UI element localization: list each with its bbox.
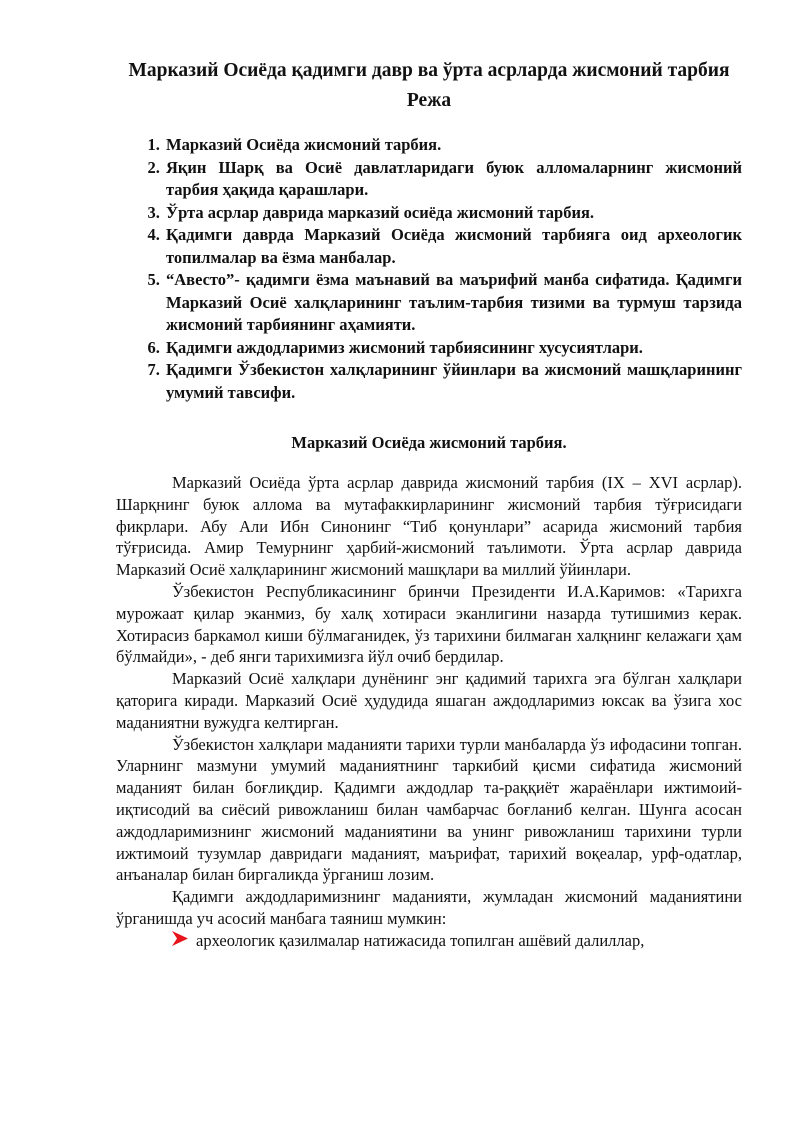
plan-heading: Режа bbox=[406, 90, 452, 111]
plan-item: 6. Қадимги аждодларимиз жисмоний тарбиясининг хусусиятлари. bbox=[164, 337, 742, 360]
plan-item: 7. Қадимги Ўзбекистон халқларининг ўйинлари ва жисмоний машқларининг умумий тавсифи. bbox=[164, 359, 742, 404]
paragraph: Марказий Осиёда ўрта асрлар даврида жисмоний тарбия (IX – XVI асрлар). Шарқнинг буюк аллома ва мутафаккирларининг жисмоний тарбия тўғрисидаги фикрлари. Абу Али Ибн Синонинг “Тиб қонунлари” асарида жисмоний тарбия тўғрисида. Амир Темурнинг ҳарбий-жисмоний таълимоти. Ўрта асрлар даврида Марказий Осиё халқларининг жисмоний машқлари ва миллий ўйинлари. bbox=[116, 473, 742, 580]
section-heading: Марказий Осиёда жисмоний тарбия. bbox=[291, 433, 567, 452]
plan-list bbox=[116, 134, 742, 404]
paragraph: Ўзбекистон халқлари маданияти тарихи турли манбаларда ўз ифодасини топган. Уларнинг мазмуни умумий маданиятнинг таркибий қисми сифатида жисмоний маданият билан боғлиқдир. Қадимги аждодлар та-раққиёт жараёнлари ижтимоий-иқтисодий ва сиёсий ривожланиш билан чамбарчас боғланиб келган. Шунга асосан аждодларимизнинг жисмоний маданиятини ва унинг ривожланиш тарихини турли ижтимоий тузумлар давридаги маданият, маърифат, тарихий воқеалар, урф-одатлар, анъаналар билан биргаликда ўрганиш лозим. bbox=[116, 734, 742, 885]
arrowhead-bullet-icon bbox=[172, 931, 196, 946]
paragraph: Ўзбекистон Республикасининг бринчи Президенти И.А.Каримов: «Тарихга мурожаат қилар эканмиз, бу халқ хотираси эканлигини назарда тутишимиз керак. Хотирасиз баркамол киши бўлмаганидек, ўз тарихини билмаган халқнинг келажаги ҳам бўлмайди», - деб янги тарихимизга йўл очиб бердилар. bbox=[116, 581, 742, 667]
plan-item: 1. Марказий Осиёда жисмоний тарбия. bbox=[164, 134, 742, 157]
plan-item: 4. Қадимги даврда Марказий Осиёда жисмоний тарбияга оид археологик топилмалар ва ёзма манбалар. bbox=[164, 224, 742, 269]
plan-item: 5. “Авесто”- қадимги ёзма маънавий ва маърифий манба сифатида. Қадимги Марказий Осиё халқларининг таълим-тарбия тизими ва турмуш тарзида жисмоний тарбиянинг аҳамияти. bbox=[164, 269, 742, 337]
paragraph: Қадимги аждодларимизнинг маданияти, жумладан жисмоний маданиятини ўрганишда уч асосий манбага таяниш мумкин: bbox=[116, 887, 742, 928]
bullet-text: археологик қазилмалар натижасида топилган ашёвий далиллар, bbox=[196, 930, 645, 950]
plan-item: 2. Яқин Шарқ ва Осиё давлатларидаги буюк алломаларнинг жисмоний тарбия ҳақида қарашлари. bbox=[164, 157, 742, 202]
bullet-item bbox=[172, 930, 742, 952]
body-text bbox=[116, 472, 742, 952]
paragraph: Марказий Осиё халқлари дунёнинг энг қадимий тарихга эга бўлган халқлари қаторига киради. Марказий Осиё ҳудудида яшаган аждодларимиз юксак ва ўзига хос маданиятни вужудга келтирган. bbox=[116, 669, 742, 732]
plan-item: 3. Ўрта асрлар даврида марказий осиёда жисмоний тарбия. bbox=[164, 202, 742, 225]
document-title: Марказий Осиёда қадимги давр ва ўрта асрларда жисмоний тарбия bbox=[128, 60, 730, 81]
